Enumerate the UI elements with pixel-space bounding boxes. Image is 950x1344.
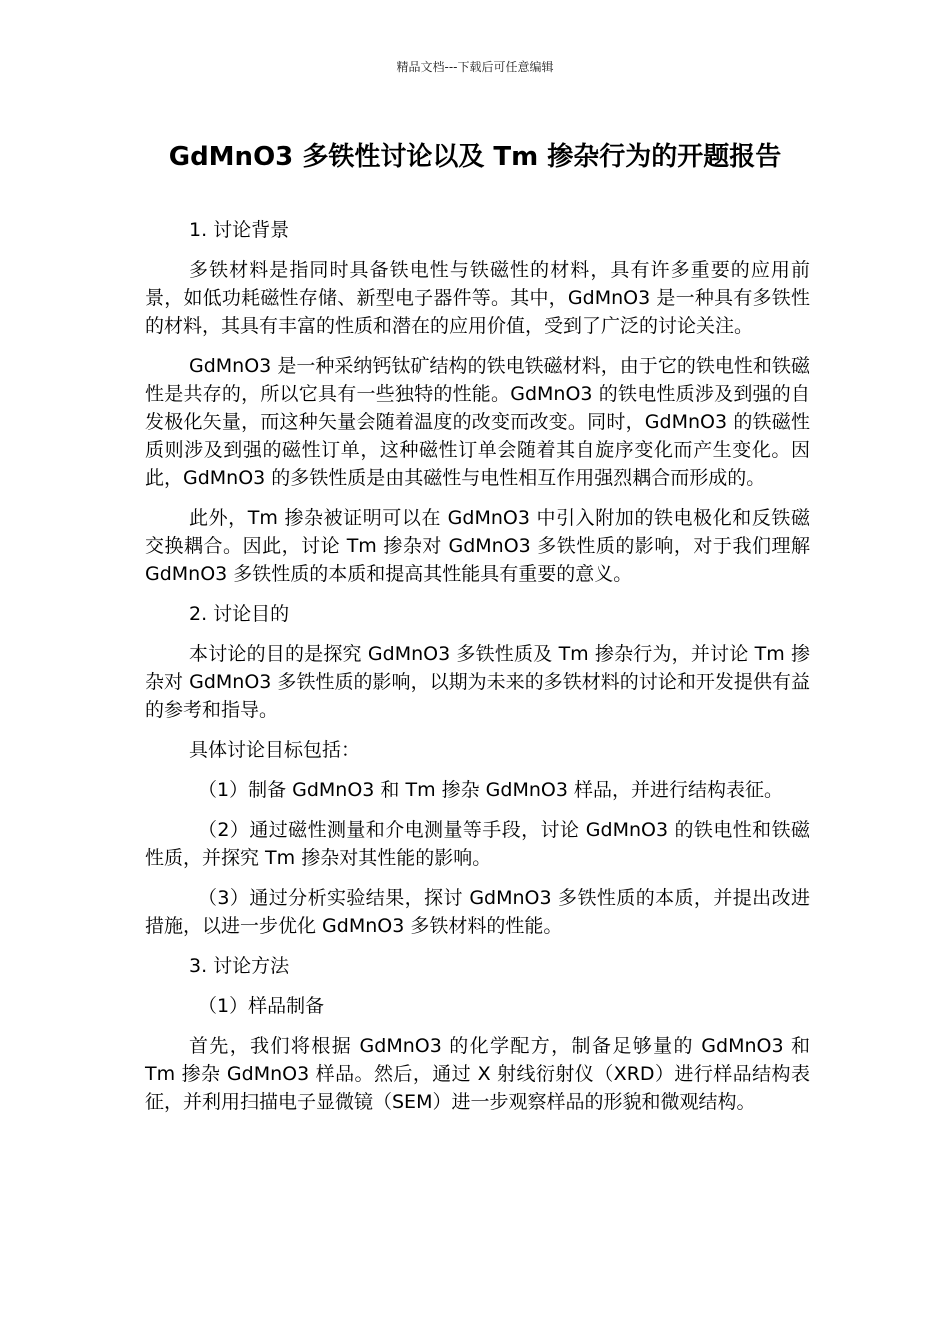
- list-item: （2）通过磁性测量和介电测量等手段，讨论 GdMnO3 的铁电性和铁磁性质，并探究 Tm 掺杂对其性能的影响。: [145, 819, 810, 869]
- paragraph: GdMnO3 是一种采纳钙钛矿结构的铁电铁磁材料，由于它的铁电性和铁磁性是共存的，所以它具有一些独特的性能。GdMnO3 的铁电性质涉及到强的自发极化矢量，而这种矢量会随着温度的改变而改变。同时，GdMnO3 的铁磁性质则涉及到强的磁性订单，这种磁性订单会随着其自旋序变化而产生变化。因此，GdMnO3 的多铁性质是由其磁性与电性相互作用强烈耦合而形成的。: [145, 355, 810, 489]
- document-body: [145, 216, 810, 1128]
- header-note: 精品文档---下载后可任意编辑: [396, 60, 554, 74]
- section-heading: 1. 讨论背景: [189, 219, 290, 241]
- subsection-heading: （1）样品制备: [198, 995, 325, 1017]
- paragraph: 具体讨论目标包括：: [189, 739, 361, 761]
- paragraph: 本讨论的目的是探究 GdMnO3 多铁性质及 Tm 掺杂行为，并讨论 Tm 掺杂对 GdMnO3 多铁性质的影响，以期为未来的多铁材料的讨论和开发提供有益的参考和指导。: [145, 643, 810, 721]
- document-title: GdMnO3 多铁性讨论以及 Tm 掺杂行为的开题报告: [168, 142, 782, 172]
- section-heading: 3. 讨论方法: [189, 955, 290, 977]
- section-heading: 2. 讨论目的: [189, 603, 290, 625]
- paragraph: 多铁材料是指同时具备铁电性与铁磁性的材料，具有许多重要的应用前景，如低功耗磁性存储、新型电子器件等。其中，GdMnO3 是一种具有多铁性的材料，其具有丰富的性质和潜在的应用价值，受到了广泛的讨论关注。: [145, 259, 810, 337]
- list-item: （1）制备 GdMnO3 和 Tm 掺杂 GdMnO3 样品，并进行结构表征。: [198, 779, 783, 801]
- paragraph: 此外，Tm 掺杂被证明可以在 GdMnO3 中引入附加的铁电极化和反铁磁交换耦合。因此，讨论 Tm 掺杂对 GdMnO3 多铁性质的影响，对于我们理解 GdMnO3 多铁性质的本质和提高其性能具有重要的意义。: [145, 507, 810, 585]
- paragraph: 首先，我们将根据 GdMnO3 的化学配方，制备足够量的 GdMnO3 和 Tm 掺杂 GdMnO3 样品。然后，通过 X 射线衍射仪（XRD）进行样品结构表征，并利用扫描电子显微镜（SEM）进一步观察样品的形貌和微观结构。: [145, 1035, 810, 1113]
- list-item: （3）通过分析实验结果，探讨 GdMnO3 多铁性质的本质，并提出改进措施，以进一步优化 GdMnO3 多铁材料的性能。: [145, 887, 810, 937]
